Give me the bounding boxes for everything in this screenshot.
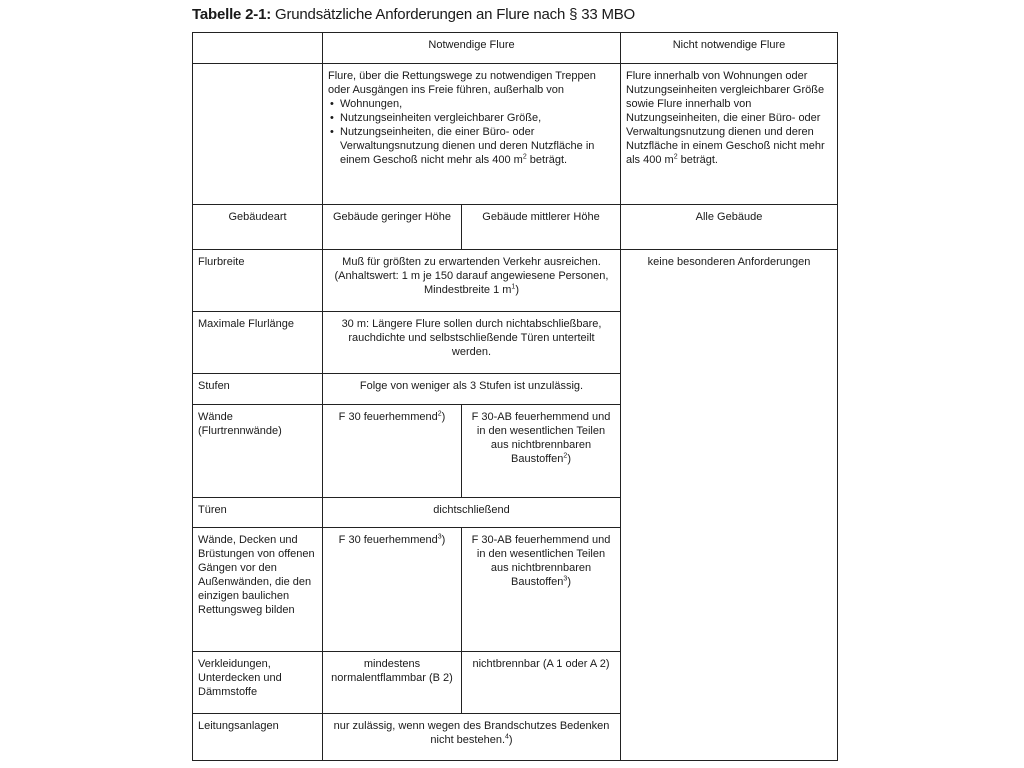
- empty-definition-cell: [193, 64, 323, 205]
- empty-header-cell: [193, 33, 323, 64]
- column-gebaeudeart: Gebäudeart: [193, 205, 323, 250]
- list-item: • Wohnungen,: [340, 97, 615, 111]
- row-label-stufen: Stufen: [193, 374, 323, 405]
- definition-nicht-notwendige-flure: Flure innerhalb von Wohnungen oder Nutzungseinheiten vergleichbarer Größe sowie Flure innerhalb von Nutzungseinheiten, die einer Büro- oder Verwaltungsnutzung dienen und deren Nutzfläche in einem Geschoß nicht mehr als 400 $m^2$ beträgt.: [621, 64, 838, 205]
- row-label-leitungen: Leitungsanlagen: [193, 714, 323, 761]
- list-item: • Nutzungseinheiten, die einer Büro- oder Verwaltungsnutzung dienen und deren Nutzfläche in einem Geschoß nicht mehr als 400 $m^2$ beträgt.: [340, 125, 615, 167]
- header-notwendige-flure: Notwendige Flure: [323, 33, 621, 64]
- column-alle-gebaeude: Alle Gebäude: [621, 205, 838, 250]
- cell-verkleidungen-mittel: nichtbrennbar (A 1 oder A 2): [462, 652, 621, 714]
- caption-label: Tabelle 2-1:: [192, 6, 272, 23]
- definition-intro: Flure, über die Rettungswege zu notwendigen Treppen oder Ausgängen ins Freie führen, außerhalb von: [328, 70, 596, 96]
- column-mittlere-hoehe: Gebäude mittlerer Höhe: [462, 205, 621, 250]
- caption-text: Grundsätzliche Anforderungen an Flure nach § 33 MBO: [271, 6, 636, 23]
- cell-waende-mittel: F 30-AB feuerhemmend und in den wesentlichen Teilen aus nichtbrennbaren Baustoffen$^2$): [462, 405, 621, 498]
- cell-flurlaenge: 30 m: Längere Flure sollen durch nichtabschließbare, rauchdichte und selbstschließende Türen unterteilt werden.: [323, 312, 621, 374]
- row-label-offene-gaenge: Wände, Decken und Brüstungen von offenen Gängen vor den Außenwänden, die den einzigen baulichen Rettungsweg bilden: [193, 528, 323, 652]
- row-label-flurbreite: Flurbreite: [193, 250, 323, 312]
- row-label-waende: Wände (Flurtrennwände): [193, 405, 323, 498]
- header-nicht-notwendige-flure: Nicht notwendige Flure: [621, 33, 838, 64]
- cell-flurbreite: Muß für größten zu erwartenden Verkehr ausreichen. (Anhaltswert: 1 m je 150 darauf angewiesene Personen, Mindestbreite 1 $m^1$): [323, 250, 621, 312]
- cell-leitungen: nur zulässig, wenn wegen des Brandschutzes Bedenken nicht bestehen.$^4$): [323, 714, 621, 761]
- cell-offene-gaenge-gering: F 30 feuerhemmend$^3$): [323, 528, 462, 652]
- table-caption: [192, 6, 635, 23]
- cell-tueren: dichtschließend: [323, 498, 621, 528]
- cell-alle-gebaeude: keine besonderen Anforderungen: [621, 250, 838, 761]
- list-item: • Nutzungseinheiten vergleichbarer Größe,: [340, 111, 615, 125]
- cell-stufen: Folge von weniger als 3 Stufen ist unzulässig.: [323, 374, 621, 405]
- row-label-flurlaenge: Maximale Flurlänge: [193, 312, 323, 374]
- requirements-table: [192, 32, 838, 761]
- row-label-tueren: Türen: [193, 498, 323, 528]
- cell-verkleidungen-gering: mindestens normalentflammbar (B 2): [323, 652, 462, 714]
- definition-list: [328, 97, 615, 167]
- cell-waende-gering: F 30 feuerhemmend$^2$): [323, 405, 462, 498]
- column-geringe-hoehe: Gebäude geringer Höhe: [323, 205, 462, 250]
- cell-offene-gaenge-mittel: F 30-AB feuerhemmend und in den wesentlichen Teilen aus nichtbrennbaren Baustoffen$^3$): [462, 528, 621, 652]
- row-label-verkleidungen: Verkleidungen, Unterdecken und Dämmstoffe: [193, 652, 323, 714]
- definition-notwendige-flure: [323, 64, 621, 205]
